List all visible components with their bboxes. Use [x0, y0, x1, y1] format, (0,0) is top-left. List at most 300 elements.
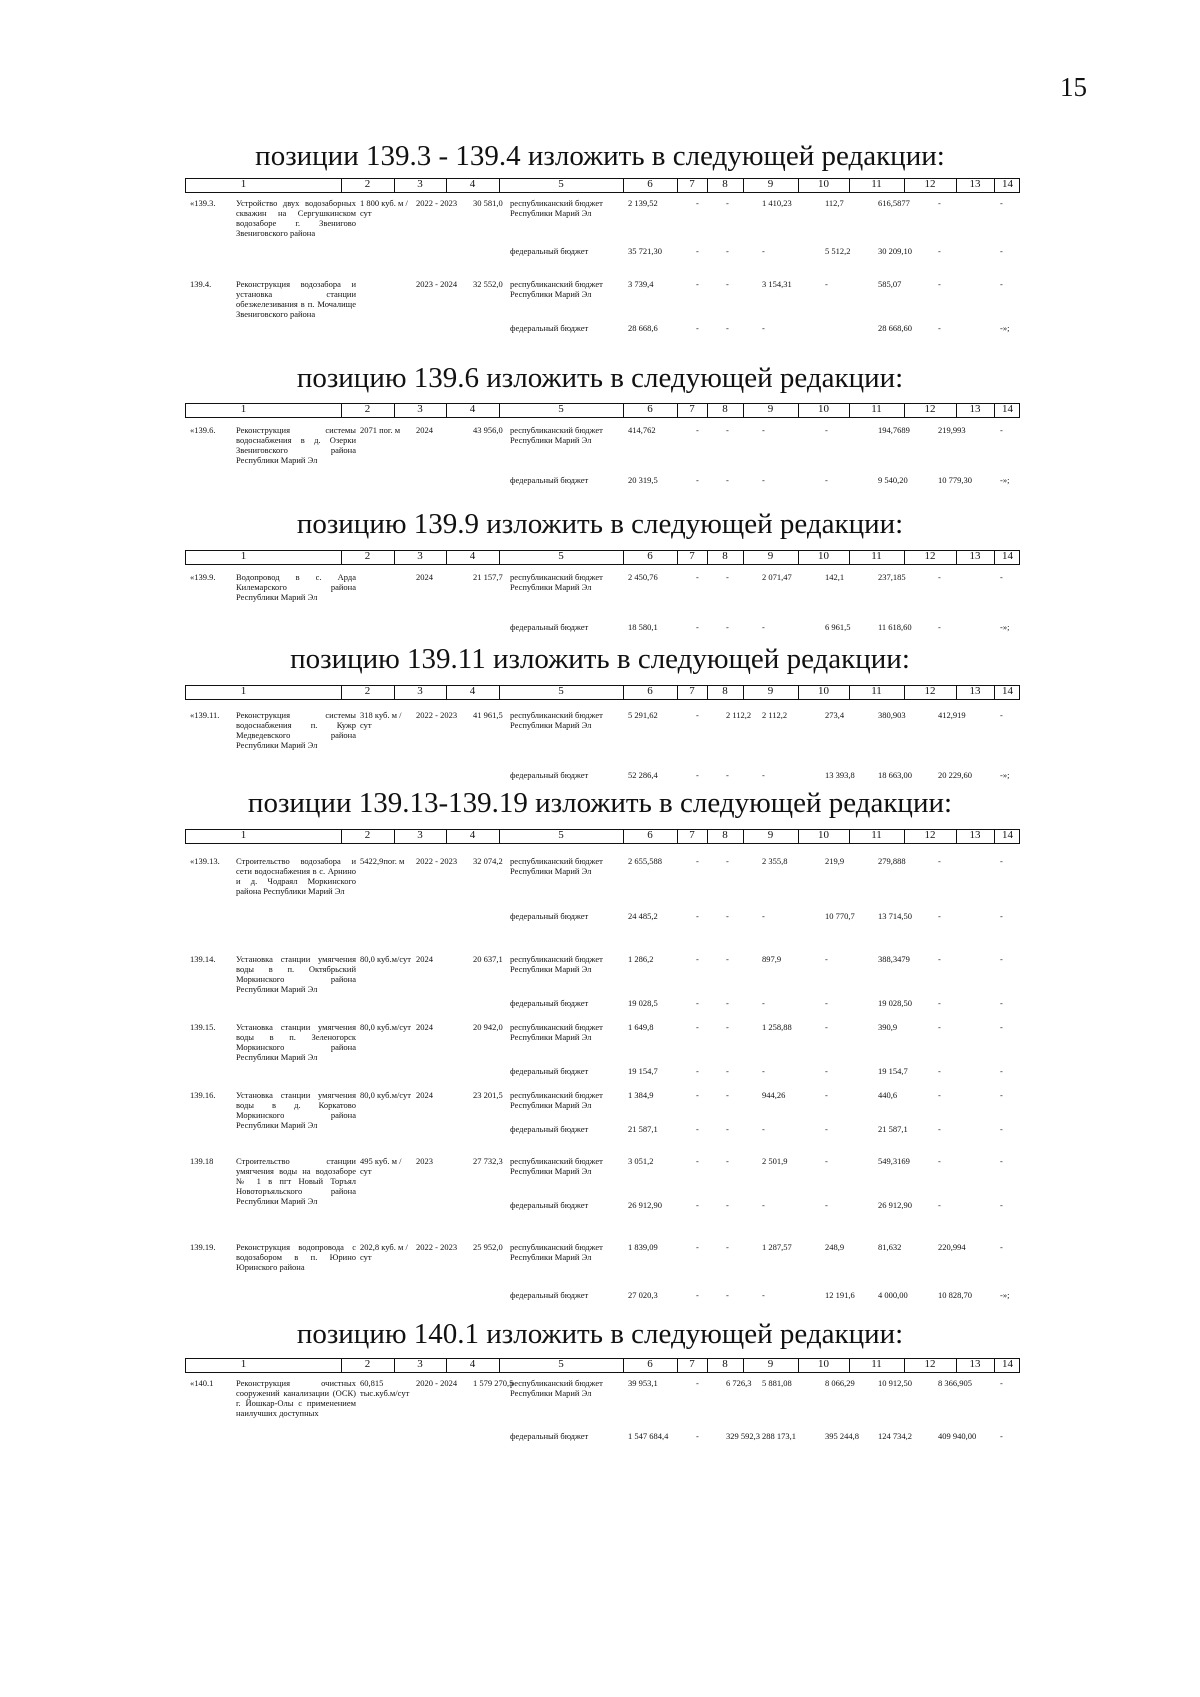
period: 2022 - 2023 — [416, 856, 458, 866]
funding-value: - — [825, 998, 828, 1008]
funding-value: - — [696, 279, 699, 289]
funding-value: 81,632 — [878, 1242, 902, 1252]
funding-value: - — [1000, 856, 1003, 866]
funding-value: - — [726, 1124, 729, 1134]
funding-value: - — [696, 1124, 699, 1134]
column-number: 3 — [417, 829, 423, 841]
column-number: 4 — [469, 550, 476, 562]
row-number: «139.11. — [190, 710, 220, 720]
funding-value: 10 828,70 — [938, 1290, 972, 1300]
funding-value: - — [696, 1022, 699, 1032]
column-number: 13 — [969, 550, 981, 562]
funding-value: - — [825, 1124, 828, 1134]
funding-value: - — [762, 1124, 765, 1134]
period: 2023 - 2024 — [416, 279, 458, 289]
funding-value: 5 881,08 — [762, 1378, 792, 1388]
funding-value: - — [825, 1022, 828, 1032]
funding-value: - — [762, 1066, 765, 1076]
funding-value: 897,9 — [762, 954, 782, 964]
section-heading: позиции 139.3 - 139.4 изложить в следующей редакции: — [255, 140, 945, 172]
column-number: 10 — [818, 178, 829, 190]
column-number: 9 — [767, 403, 774, 415]
funding-value: -»; — [1000, 1290, 1010, 1300]
funding-value: - — [696, 1090, 699, 1100]
funding-value: 288 173,1 — [762, 1431, 796, 1441]
funding-value: - — [1000, 572, 1003, 582]
funding-value: - — [696, 1290, 699, 1300]
funding-value: - — [726, 1022, 729, 1032]
funding-value: - — [696, 622, 699, 632]
funding-value: 6 961,5 — [825, 622, 851, 632]
funding-value: 11 618,60 — [878, 622, 912, 632]
column-number: 11 — [871, 685, 882, 697]
funding-value: 273,4 — [825, 710, 845, 720]
column-number: 5 — [558, 403, 564, 415]
funding-value: 2 071,47 — [762, 572, 792, 582]
period: 2024 — [416, 425, 433, 435]
column-number: 1 — [240, 1358, 247, 1370]
row-number: 139.19. — [190, 1242, 216, 1252]
funding-value: - — [938, 1066, 941, 1076]
column-number: 5 — [558, 1358, 564, 1370]
funding-value: - — [696, 911, 699, 921]
funding-value: - — [726, 198, 729, 208]
funding-value: - — [938, 998, 941, 1008]
funding-value: 142,1 — [825, 572, 845, 582]
funding-value: - — [696, 323, 699, 333]
funding-value: - — [726, 1156, 729, 1166]
funding-source: республиканский бюджет Республики Марий Эл — [510, 279, 603, 299]
funding-value: 3 051,2 — [628, 1156, 654, 1166]
funding-value: - — [696, 710, 699, 720]
column-number: 2 — [364, 829, 371, 841]
period: 2024 — [416, 954, 433, 964]
funding-value: 13 714,50 — [878, 911, 912, 921]
column-number: 7 — [689, 1358, 695, 1370]
funding-value: 237,185 — [878, 572, 906, 582]
funding-value: - — [726, 954, 729, 964]
funding-value: 8 066,29 — [825, 1378, 855, 1388]
row-number: 139.18 — [190, 1156, 214, 1166]
column-number: 5 — [558, 685, 564, 697]
object-name: Установка станции умягчения воды в п. Зеленогорск Моркинского района Республики Марий Эл — [236, 1022, 356, 1062]
funding-value: - — [726, 425, 729, 435]
funding-value: 279,888 — [878, 856, 906, 866]
funding-value: 112,7 — [825, 198, 844, 208]
funding-value: - — [762, 1290, 765, 1300]
column-number: 13 — [969, 685, 981, 697]
period: 2022 - 2023 — [416, 710, 458, 720]
funding-value: - — [762, 475, 765, 485]
object-name: Реконструкция водозабора и установка станции обезжелезивания в п. Мочалище Звениговского района — [236, 279, 356, 319]
funding-value: 395 244,8 — [825, 1431, 859, 1441]
funding-source: республиканский бюджет Республики Марий Эл — [510, 425, 603, 445]
funding-value: -»; — [1000, 323, 1010, 333]
section-heading: позицию 140.1 изложить в следующей редакции: — [296, 1318, 904, 1350]
column-number: 2 — [364, 403, 371, 415]
funding-value: - — [696, 1431, 699, 1441]
period: 2024 — [416, 1090, 433, 1100]
funding-value: 19 154,7 — [878, 1066, 908, 1076]
funding-source: республиканский бюджет Республики Марий Эл — [510, 572, 603, 592]
funding-value: 19 028,5 — [628, 998, 658, 1008]
funding-value: 1 287,57 — [762, 1242, 792, 1252]
funding-value: - — [938, 246, 941, 256]
column-number: 4 — [469, 1358, 476, 1370]
table-column-header-row — [185, 550, 1020, 565]
funding-value: 2 112,2 — [762, 710, 788, 720]
column-number: 4 — [469, 685, 476, 697]
funding-source: республиканский бюджет Республики Марий Эл — [510, 856, 603, 876]
column-number: 7 — [689, 829, 695, 841]
column-number: 4 — [469, 178, 476, 190]
funding-value: - — [938, 911, 941, 921]
column-number: 9 — [767, 178, 774, 190]
funding-value: - — [1000, 1200, 1003, 1210]
column-number: 10 — [818, 1358, 829, 1370]
funding-source: федеральный бюджет — [510, 622, 589, 632]
funding-source: федеральный бюджет — [510, 911, 589, 921]
funding-value: 124 734,2 — [878, 1431, 912, 1441]
column-number: 11 — [871, 403, 882, 415]
column-number: 3 — [417, 685, 423, 697]
funding-value: - — [938, 1090, 941, 1100]
row-number: 139.15. — [190, 1022, 216, 1032]
column-number: 2 — [364, 550, 371, 562]
column-number: 6 — [647, 685, 653, 697]
row-number: 139.16. — [190, 1090, 216, 1100]
funding-value: - — [1000, 246, 1003, 256]
capacity: 80,0 куб.м/сут — [360, 1022, 411, 1032]
funding-source: федеральный бюджет — [510, 475, 589, 485]
column-number: 7 — [689, 685, 695, 697]
page-number: 15 — [1060, 72, 1087, 102]
funding-value: 27 020,3 — [628, 1290, 658, 1300]
capacity: 495 куб. м / сут — [360, 1156, 402, 1176]
column-number: 3 — [417, 403, 423, 415]
funding-value: 30 209,10 — [878, 246, 912, 256]
row-number: «139.3. — [190, 198, 216, 208]
column-number: 8 — [722, 1358, 728, 1370]
funding-source: федеральный бюджет — [510, 1431, 589, 1441]
object-name: Устройство двух водозаборных скважин на Сергушкинском водозаборе г. Звенигово Звениговского района — [236, 198, 356, 238]
funding-value: - — [938, 279, 941, 289]
funding-value: - — [1000, 1090, 1003, 1100]
table-column-header-row — [185, 403, 1020, 418]
funding-value: 2 501,9 — [762, 1156, 788, 1166]
funding-value: 28 668,6 — [628, 323, 658, 333]
column-number: 8 — [722, 550, 728, 562]
funding-value: - — [938, 1156, 941, 1166]
funding-value: - — [726, 856, 729, 866]
funding-value: - — [938, 954, 941, 964]
row-number: 139.14. — [190, 954, 216, 964]
funding-value: - — [696, 1242, 699, 1252]
funding-source: республиканский бюджет Республики Марий Эл — [510, 198, 603, 218]
funding-value: 412,919 — [938, 710, 966, 720]
funding-value: - — [825, 425, 828, 435]
funding-value: - — [938, 323, 941, 333]
column-number: 12 — [924, 829, 936, 841]
table-column-header-row — [185, 1358, 1020, 1373]
capacity: 318 куб. м / сут — [360, 710, 402, 730]
column-number: 8 — [722, 178, 728, 190]
column-number: 13 — [969, 1358, 981, 1370]
column-number: 13 — [969, 403, 981, 415]
table-column-header-row — [185, 178, 1020, 193]
total-cost: 43 956,0 — [473, 425, 503, 435]
column-number: 14 — [1002, 829, 1013, 841]
funding-value: - — [726, 1090, 729, 1100]
column-number: 3 — [417, 178, 423, 190]
funding-value: - — [1000, 1124, 1003, 1134]
object-name: Установка станции умягчения воды в п. Октябрьский Моркинского района Республики Марий Эл — [236, 954, 356, 994]
funding-value: 21 587,1 — [628, 1124, 658, 1134]
column-number: 1 — [240, 829, 247, 841]
object-name: Строительство станции умягчения воды на водозаборе № 1 в пгт Новый Торъял Новоторъяльского района Республики Марий Эл — [236, 1156, 356, 1206]
funding-value: - — [938, 572, 941, 582]
column-number: 1 — [240, 178, 247, 190]
funding-value: - — [696, 198, 699, 208]
funding-value: - — [938, 1200, 941, 1210]
row-number: «140.1 — [190, 1378, 214, 1388]
funding-value: 12 191,6 — [825, 1290, 855, 1300]
funding-value: - — [1000, 998, 1003, 1008]
funding-value: - — [696, 856, 699, 866]
funding-source: республиканский бюджет Республики Марий Эл — [510, 710, 603, 730]
section-heading: позицию 139.9 изложить в следующей редакции: — [296, 508, 904, 540]
funding-source: республиканский бюджет Республики Марий Эл — [510, 1022, 603, 1042]
total-cost: 30 581,0 — [473, 198, 503, 208]
row-number: «139.9. — [190, 572, 216, 582]
funding-value: - — [726, 911, 729, 921]
table-column-header-row — [185, 829, 1020, 844]
funding-value: - — [696, 1066, 699, 1076]
funding-value: - — [1000, 1156, 1003, 1166]
column-number: 9 — [767, 1358, 774, 1370]
funding-source: федеральный бюджет — [510, 1290, 589, 1300]
period: 2024 — [416, 572, 433, 582]
section-heading: позицию 139.11 изложить в следующей редакции: — [290, 643, 910, 675]
funding-value: 1 384,9 — [628, 1090, 654, 1100]
column-number: 11 — [871, 550, 882, 562]
funding-value: 585,07 — [878, 279, 902, 289]
funding-value: 2 450,76 — [628, 572, 658, 582]
funding-source: республиканский бюджет Республики Марий Эл — [510, 954, 603, 974]
column-number: 10 — [818, 550, 829, 562]
funding-value: 440,6 — [878, 1090, 898, 1100]
period: 2023 — [416, 1156, 433, 1166]
funding-value: - — [696, 475, 699, 485]
total-cost: 41 961,5 — [473, 710, 503, 720]
funding-value: 20 229,60 — [938, 770, 972, 780]
funding-source: федеральный бюджет — [510, 1124, 589, 1134]
funding-value: 9 540,20 — [878, 475, 908, 485]
funding-value: - — [696, 770, 699, 780]
funding-value: 380,903 — [878, 710, 906, 720]
funding-value: - — [726, 1242, 729, 1252]
column-number: 6 — [647, 403, 653, 415]
funding-value: - — [726, 572, 729, 582]
funding-value: 329 592,3 — [726, 1431, 760, 1441]
funding-value: 2 139,52 — [628, 198, 658, 208]
column-number: 12 — [924, 403, 936, 415]
funding-value: 2 355,8 — [762, 856, 788, 866]
funding-value: -»; — [1000, 622, 1010, 632]
total-cost: 20 942,0 — [473, 1022, 503, 1032]
funding-value: -»; — [1000, 770, 1010, 780]
capacity: 60,815 тыс.куб.м/сут — [360, 1378, 410, 1398]
funding-value: - — [938, 622, 941, 632]
funding-value: 1 410,23 — [762, 198, 792, 208]
capacity: 1 800 куб. м / сут — [360, 198, 408, 218]
funding-source: республиканский бюджет Республики Марий Эл — [510, 1090, 603, 1110]
funding-value: - — [825, 1066, 828, 1076]
column-number: 8 — [722, 829, 728, 841]
column-number: 3 — [417, 550, 423, 562]
column-number: 5 — [558, 829, 564, 841]
funding-value: 220,994 — [938, 1242, 966, 1252]
funding-value: - — [726, 1066, 729, 1076]
funding-source: федеральный бюджет — [510, 770, 589, 780]
column-number: 11 — [871, 829, 882, 841]
funding-source: федеральный бюджет — [510, 323, 589, 333]
column-number: 9 — [767, 829, 774, 841]
funding-value: - — [696, 425, 699, 435]
object-name: Установка станции умягчения воды в д. Коркатово Моркинского района Республики Марий Эл — [236, 1090, 356, 1130]
column-number: 10 — [818, 685, 829, 697]
column-number: 7 — [689, 178, 695, 190]
funding-source: федеральный бюджет — [510, 246, 589, 256]
funding-value: 1 286,2 — [628, 954, 654, 964]
total-cost: 32 552,0 — [473, 279, 503, 289]
capacity: 2071 пог. м — [360, 425, 401, 435]
funding-value: 35 721,30 — [628, 246, 662, 256]
total-cost: 27 732,3 — [473, 1156, 503, 1166]
period: 2022 - 2023 — [416, 1242, 458, 1252]
column-number: 6 — [647, 829, 653, 841]
column-number: 2 — [364, 178, 371, 190]
funding-value: 1 649,8 — [628, 1022, 654, 1032]
funding-value: - — [726, 1290, 729, 1300]
column-number: 11 — [871, 1358, 882, 1370]
funding-value: - — [726, 475, 729, 485]
column-number: 13 — [969, 829, 981, 841]
funding-value: - — [762, 425, 765, 435]
column-number: 6 — [647, 178, 653, 190]
column-number: 10 — [818, 403, 829, 415]
funding-value: 39 953,1 — [628, 1378, 658, 1388]
funding-value: - — [726, 998, 729, 1008]
object-name: Реконструкция системы водоснабжения п. Кужр Медведевского района Республики Марий Эл — [236, 710, 356, 750]
funding-value: - — [726, 770, 729, 780]
funding-value: 5 512,2 — [825, 246, 851, 256]
funding-value: 10 912,50 — [878, 1378, 912, 1388]
row-number: 139.4. — [190, 279, 212, 289]
funding-value: - — [1000, 710, 1003, 720]
total-cost: 25 952,0 — [473, 1242, 503, 1252]
funding-value: 8 366,905 — [938, 1378, 972, 1388]
table-column-header-row — [185, 685, 1020, 700]
funding-value: - — [1000, 279, 1003, 289]
funding-value: - — [762, 622, 765, 632]
funding-value: - — [825, 1200, 828, 1210]
funding-value: - — [1000, 911, 1003, 921]
column-number: 14 — [1002, 178, 1013, 190]
funding-value: 2 112,2 — [726, 710, 752, 720]
funding-value: 20 319,5 — [628, 475, 658, 485]
column-number: 14 — [1002, 403, 1013, 415]
period: 2024 — [416, 1022, 433, 1032]
object-name: Реконструкция водопровода с водозабором в п. Юрино Юринского района — [236, 1242, 356, 1272]
funding-value: - — [1000, 425, 1003, 435]
total-cost: 23 201,5 — [473, 1090, 503, 1100]
funding-value: 2 655,588 — [628, 856, 662, 866]
funding-value: 549,3169 — [878, 1156, 910, 1166]
funding-source: федеральный бюджет — [510, 1066, 589, 1076]
funding-value: 219,993 — [938, 425, 966, 435]
funding-value: - — [1000, 954, 1003, 964]
funding-value: - — [726, 622, 729, 632]
funding-value: 10 770,7 — [825, 911, 855, 921]
funding-value: 390,9 — [878, 1022, 898, 1032]
row-number: «139.6. — [190, 425, 216, 435]
capacity: 80,0 куб.м/сут — [360, 1090, 411, 1100]
funding-value: - — [825, 1156, 828, 1166]
funding-value: 4 000,00 — [878, 1290, 908, 1300]
funding-value: 1 547 684,4 — [628, 1431, 669, 1441]
column-number: 1 — [240, 403, 247, 415]
object-name: Строительство водозабора и сети водоснабжения в с. Арнино и д. Чодраял Моркинского района Республики Марий Эл — [236, 856, 356, 896]
funding-value: - — [1000, 1022, 1003, 1032]
object-name: Реконструкция очистных сооружений канализации (ОСК) г. Йошкар-Олы с применением наилучших доступных — [236, 1378, 356, 1418]
capacity: 80,0 куб.м/сут — [360, 954, 411, 964]
funding-value: - — [1000, 1431, 1003, 1441]
column-number: 14 — [1002, 685, 1013, 697]
funding-value: 6 726,3 — [726, 1378, 752, 1388]
funding-value: 944,26 — [762, 1090, 786, 1100]
capacity: 5422,9пог. м — [360, 856, 405, 866]
funding-value: 3 154,31 — [762, 279, 792, 289]
funding-value: 26 912,90 — [878, 1200, 912, 1210]
column-number: 6 — [647, 1358, 653, 1370]
funding-value: - — [762, 246, 765, 256]
funding-value: - — [696, 1156, 699, 1166]
funding-value: 28 668,60 — [878, 323, 912, 333]
funding-value: - — [696, 954, 699, 964]
column-number: 1 — [240, 550, 247, 562]
funding-value: 248,9 — [825, 1242, 845, 1252]
funding-value: 10 779,30 — [938, 475, 972, 485]
funding-value: - — [938, 198, 941, 208]
funding-value: - — [726, 1200, 729, 1210]
funding-value: - — [696, 246, 699, 256]
funding-value: 194,7689 — [878, 425, 910, 435]
column-number: 14 — [1002, 550, 1013, 562]
funding-value: 26 912,90 — [628, 1200, 662, 1210]
funding-value: - — [696, 998, 699, 1008]
funding-value: - — [726, 279, 729, 289]
column-number: 12 — [924, 1358, 936, 1370]
funding-value: - — [825, 475, 828, 485]
column-number: 4 — [469, 829, 476, 841]
funding-value: 388,3479 — [878, 954, 910, 964]
column-number: 2 — [364, 1358, 371, 1370]
funding-value: - — [1000, 1066, 1003, 1076]
funding-value: - — [726, 323, 729, 333]
column-number: 2 — [364, 685, 371, 697]
funding-value: - — [938, 856, 941, 866]
